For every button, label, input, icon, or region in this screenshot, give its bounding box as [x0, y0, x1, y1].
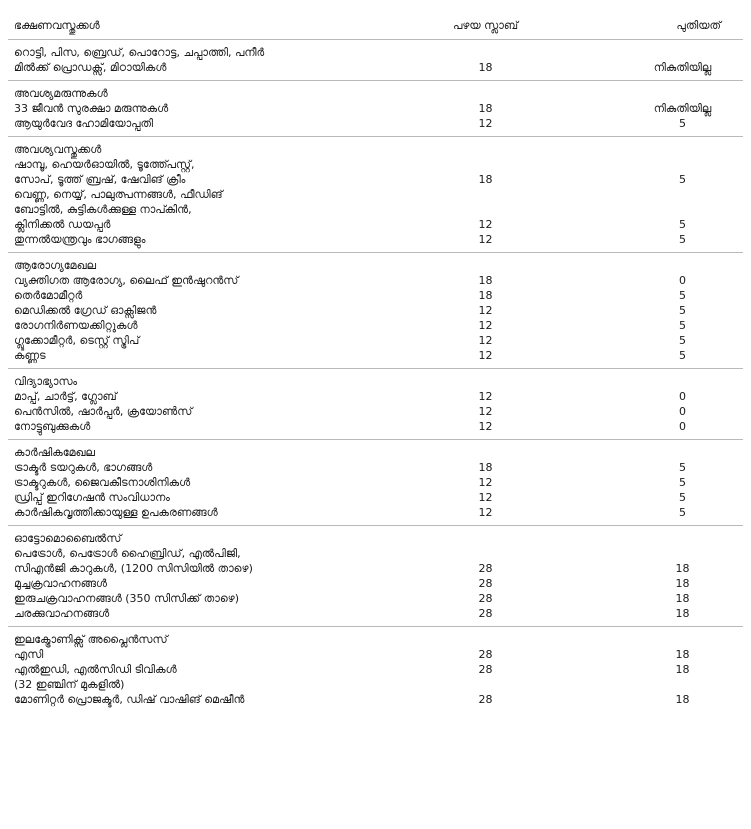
section-items	[8, 369, 413, 440]
section-old-values	[413, 40, 558, 81]
old-slab-value: 18	[478, 173, 493, 186]
gst-rate-table	[8, 12, 743, 712]
section-new-values	[558, 137, 743, 253]
new-rate-value: 5	[679, 461, 686, 474]
section-title: ആരോഗ്യമേഖല	[14, 259, 96, 272]
spacer	[419, 202, 552, 217]
old-slab-value: 18	[478, 289, 493, 302]
section-new-values	[558, 440, 743, 526]
spacer	[419, 157, 552, 172]
new-rate-value: 5	[679, 304, 686, 317]
section-title: കാർഷികമേഖല	[14, 446, 95, 459]
section-items	[8, 40, 413, 81]
new-rate-value: 18	[675, 592, 690, 605]
spacer	[628, 86, 737, 101]
item-name-line: ഇരുചക്രവാഹനങ്ങൾ (350 സിസിക്ക് താഴെ)	[14, 592, 240, 605]
spacer	[419, 45, 552, 60]
old-slab-value: 28	[478, 648, 493, 661]
section-old-values	[413, 137, 558, 253]
header-new-rate: പുതിയത്	[558, 12, 743, 40]
item-name-line: ഷാമ്പൂ, ഹെയർഓയിൽ, ടൂത്ത്പേസ്റ്റ്,	[14, 158, 195, 171]
item-name-line: മെഡിക്കൽ ഗ്രേഡ് ഓക്സിജൻ	[14, 304, 157, 317]
item-name-line: നോട്ടുബുക്കുകൾ	[14, 420, 91, 433]
section-new-values	[558, 40, 743, 81]
table-section	[8, 81, 743, 137]
new-rate-value: 18	[675, 648, 690, 661]
item-name-line: ട്രാക്ടറുകൾ, ജൈവകീടനാശിനികൾ	[14, 476, 191, 489]
old-slab-value: 28	[478, 693, 493, 706]
item-name-line: എസി	[14, 648, 44, 661]
spacer	[628, 258, 737, 273]
old-slab-value: 12	[478, 334, 493, 347]
section-old-values	[413, 81, 558, 137]
item-name-line: ചരക്കുവാഹനങ്ങൾ	[14, 607, 110, 620]
spacer	[628, 142, 737, 157]
old-slab-value: 12	[478, 390, 493, 403]
table-section	[8, 137, 743, 253]
old-slab-value: 28	[478, 592, 493, 605]
old-slab-value: 28	[478, 577, 493, 590]
spacer	[419, 374, 552, 389]
old-slab-value: 12	[478, 349, 493, 362]
spacer	[419, 187, 552, 202]
spacer	[419, 258, 552, 273]
item-name-line: ബോട്ടിൽ, കുട്ടികൾക്കുള്ള നാപ്കിൻ,	[14, 203, 192, 216]
item-name-line: സിഎൻജി കാറുകൾ, (1200 സിസിയിൽ താഴെ)	[14, 562, 253, 575]
item-name-line: മോണിറ്റർ പ്രൊജക്ടർ, ഡിഷ് വാഷിങ് മെഷീൻ	[14, 693, 245, 706]
new-rate-value: 18	[675, 577, 690, 590]
section-old-values	[413, 627, 558, 713]
item-name-line: വ്യക്തിഗത ആരോഗ്യ, ലൈഫ് ഇൻഷുറൻസ്	[14, 274, 239, 287]
new-rate-value: 0	[679, 420, 686, 433]
item-name-line: സോപ്, ടൂത്ത് ബ്രഷ്, ഷേവിങ് ക്രീം	[14, 173, 186, 186]
old-slab-value: 28	[478, 663, 493, 676]
new-rate-value: 5	[679, 173, 686, 186]
item-name-line: തെർമോമീറ്റർ	[14, 289, 83, 302]
spacer	[628, 632, 737, 647]
section-old-values	[413, 526, 558, 627]
new-rate-value: 5	[679, 319, 686, 332]
spacer	[419, 546, 552, 561]
table-header-row	[8, 12, 743, 40]
section-old-values	[413, 440, 558, 526]
item-name-line: എൽഇഡി, എൽസിഡി ടിവികൾ	[14, 663, 177, 676]
table-section	[8, 627, 743, 713]
new-rate-value: 18	[675, 607, 690, 620]
item-name-line: തുന്നൽയന്ത്രവും ഭാഗങ്ങളും	[14, 233, 146, 246]
section-title: ഓട്ടോമൊബൈൽസ്	[14, 532, 122, 545]
new-rate-value: 18	[675, 693, 690, 706]
item-name-line: വെണ്ണ, നെയ്യ്, പാലുത്പന്നങ്ങൾ, ഫീഡിങ്	[14, 188, 223, 201]
new-rate-value: 5	[679, 289, 686, 302]
section-new-values	[558, 253, 743, 369]
item-name-line: പെൻസിൽ, ഷാർപ്പർ, ക്രയോൺസ്	[14, 405, 193, 418]
old-slab-value: 12	[478, 476, 493, 489]
section-items	[8, 253, 413, 369]
spacer	[628, 187, 737, 202]
item-name-line: ക്ലിനിക്കൽ ഡയപ്പർ	[14, 218, 111, 231]
item-name-line: കണ്ണട	[14, 349, 46, 362]
new-rate-value: 5	[679, 233, 686, 246]
item-name-line: ആയുർവേദ ഹോമിയോപ്പതി	[14, 117, 153, 130]
spacer	[419, 531, 552, 546]
old-slab-value: 18	[478, 274, 493, 287]
new-rate-value: 5	[679, 349, 686, 362]
new-rate-value: 0	[679, 274, 686, 287]
section-title: അവശ്യമരുന്നുകൾ	[14, 87, 108, 100]
old-slab-value: 12	[478, 506, 493, 519]
new-rate-value: 0	[679, 390, 686, 403]
spacer	[628, 157, 737, 172]
spacer	[628, 45, 737, 60]
table-section	[8, 40, 743, 81]
section-title: വിദ്യാഭ്യാസം	[14, 375, 78, 388]
item-name-line: ഗ്ലൂക്കോമീറ്റർ, ടെസ്റ്റ് സ്ട്രിപ്	[14, 334, 140, 347]
new-rate-value: 0	[679, 405, 686, 418]
old-slab-value: 18	[478, 461, 493, 474]
spacer	[419, 86, 552, 101]
item-name-line: മാപ്പ്, ചാർട്ട്, ഗ്ലോബ്	[14, 390, 117, 403]
item-name-line: രോഗനിർണയക്കിറ്റുകൾ	[14, 319, 138, 332]
new-rate-value: 5	[679, 218, 686, 231]
old-slab-value: 12	[478, 117, 493, 130]
section-new-values	[558, 369, 743, 440]
section-old-values	[413, 253, 558, 369]
item-name-line: മുച്ചക്രവാഹനങ്ങൾ	[14, 577, 107, 590]
spacer	[628, 445, 737, 460]
section-title: അവശ്യവസ്തുക്കൾ	[14, 143, 102, 156]
old-slab-value: 12	[478, 218, 493, 231]
new-rate-value: 5	[679, 476, 686, 489]
section-items	[8, 81, 413, 137]
spacer	[419, 632, 552, 647]
item-name-line: ഡ്രിപ്പ് ഇറിഗേഷൻ സംവിധാനം	[14, 491, 170, 504]
old-slab-value: 12	[478, 491, 493, 504]
section-new-values	[558, 627, 743, 713]
spacer	[419, 677, 552, 692]
item-name-line: റൊട്ടി, പിസ, ബ്രെഡ്, പൊറോട്ട, ചപ്പാത്തി, പനീർ	[14, 46, 265, 59]
section-items	[8, 440, 413, 526]
old-slab-value: 28	[478, 562, 493, 575]
header-item: ഭക്ഷണവസ്തുക്കൾ	[8, 12, 413, 40]
new-rate-value: 18	[675, 562, 690, 575]
new-rate-value: 5	[679, 117, 686, 130]
item-name-line: ട്രാക്ടർ ടയറുകൾ, ഭാഗങ്ങൾ	[14, 461, 153, 474]
section-items	[8, 627, 413, 713]
old-slab-value: 12	[478, 233, 493, 246]
spacer	[628, 202, 737, 217]
old-slab-value: 12	[478, 304, 493, 317]
item-name-line: പെട്രോൾ, പെട്രോൾ ഹൈബ്രിഡ്, എൽപിജി,	[14, 547, 241, 560]
new-rate-value: 18	[675, 663, 690, 676]
section-title: ഇലക്ട്രോണിക്സ് അപ്ലൈൻസസ്	[14, 633, 168, 646]
old-slab-value: 12	[478, 420, 493, 433]
new-rate-value: നികുതിയില്ല	[653, 61, 712, 74]
old-slab-value: 28	[478, 607, 493, 620]
old-slab-value: 12	[478, 405, 493, 418]
spacer	[419, 445, 552, 460]
new-rate-value: നികുതിയില്ല	[653, 102, 712, 115]
new-rate-value: 5	[679, 506, 686, 519]
old-slab-value: 18	[478, 102, 493, 115]
table-section	[8, 440, 743, 526]
new-rate-value: 5	[679, 491, 686, 504]
header-old-slab: പഴയ സ്ലാബ്	[413, 12, 558, 40]
old-slab-value: 18	[478, 61, 493, 74]
item-name-line: മിൽക്ക് പ്രൊഡക്സ്, മിഠായികൾ	[14, 61, 167, 74]
spacer	[628, 546, 737, 561]
spacer	[628, 677, 737, 692]
table-body	[8, 40, 743, 713]
gst-rate-table-sheet	[8, 12, 743, 712]
old-slab-value: 12	[478, 319, 493, 332]
spacer	[419, 142, 552, 157]
item-name-line: 33 ജീവൻ സുരക്ഷാ മരുന്നുകൾ	[14, 102, 169, 115]
table-section	[8, 253, 743, 369]
table-section	[8, 526, 743, 627]
spacer	[628, 374, 737, 389]
section-items	[8, 526, 413, 627]
item-name-line: (32 ഇഞ്ചിന് മുകളിൽ)	[14, 678, 125, 691]
item-name-line: കാർഷികവൃത്തിക്കായുള്ള ഉപകരണങ്ങൾ	[14, 506, 218, 519]
section-new-values	[558, 81, 743, 137]
section-new-values	[558, 526, 743, 627]
new-rate-value: 5	[679, 334, 686, 347]
spacer	[628, 531, 737, 546]
table-section	[8, 369, 743, 440]
section-old-values	[413, 369, 558, 440]
section-items	[8, 137, 413, 253]
